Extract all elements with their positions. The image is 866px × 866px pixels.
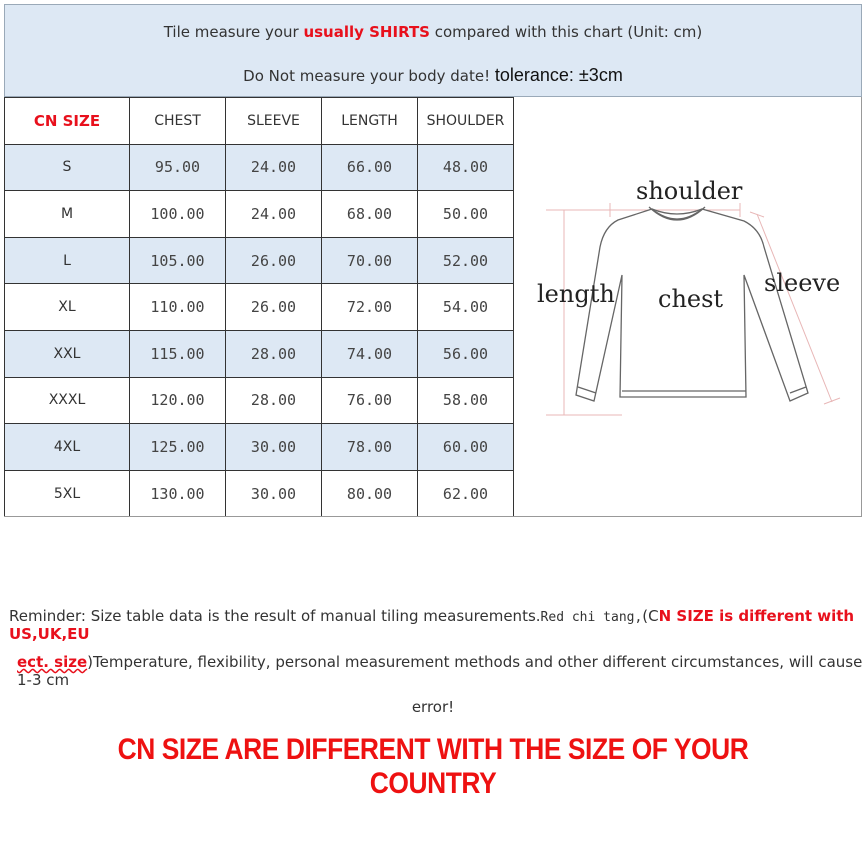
reminder-mono-text: Red chi tang, (540, 610, 643, 625)
measurement-cell: 60.00 (418, 424, 514, 471)
measurement-cell: 28.00 (226, 377, 322, 424)
size-cell: XXXL (5, 377, 130, 424)
measurement-cell: 115.00 (130, 330, 226, 377)
measurement-cell: 26.00 (226, 237, 322, 284)
header-length: LENGTH (322, 98, 418, 145)
instruction-text: Tile measure your (163, 23, 304, 41)
measurement-cell: 62.00 (418, 470, 514, 517)
instruction-unit-text: compared with this chart (Unit: cm) (429, 23, 703, 41)
measurement-cell: 74.00 (322, 330, 418, 377)
measurement-cell: 58.00 (418, 377, 514, 424)
measurement-cell: 56.00 (418, 330, 514, 377)
measurement-cell: 30.00 (226, 470, 322, 517)
country-size-warning: CN SIZE ARE DIFFERENT WITH THE SIZE OF YOUR COUNTRY (117, 733, 749, 800)
label-sleeve: sleeve (764, 269, 841, 297)
measurement-cell: 76.00 (322, 377, 418, 424)
measurement-cell: 100.00 (130, 191, 226, 238)
table-row (5, 330, 514, 377)
measurement-cell: 68.00 (322, 191, 418, 238)
measurement-cell: 110.00 (130, 284, 226, 331)
reminder-red-text: N SIZE is different with US,UK,EU (9, 607, 855, 643)
size-cell: S (5, 144, 130, 191)
table-header-row (5, 98, 514, 145)
size-cell: XXL (5, 330, 130, 377)
size-cell: XL (5, 284, 130, 331)
measurement-cell: 50.00 (418, 191, 514, 238)
table-bottom-rule (4, 516, 862, 517)
measurement-cell: 24.00 (226, 191, 322, 238)
tolerance-text: tolerance: ±3cm (494, 65, 623, 85)
measure-instruction (5, 23, 861, 41)
instruction-highlight: usually SHIRTS (303, 23, 430, 41)
header-chest: CHEST (130, 98, 226, 145)
measurement-cell: 54.00 (418, 284, 514, 331)
label-chest: chest (658, 285, 724, 313)
size-chart-table (4, 97, 514, 517)
shirt-diagram-panel (512, 97, 862, 517)
header-banner (4, 4, 862, 97)
tolerance-note (5, 65, 861, 86)
size-cell: 4XL (5, 424, 130, 471)
size-cell: M (5, 191, 130, 238)
header-sleeve: SLEEVE (226, 98, 322, 145)
measurement-cell: 80.00 (322, 470, 418, 517)
table-row (5, 191, 514, 238)
reminder-line-3: error! (411, 698, 455, 716)
measurement-cell: 130.00 (130, 470, 226, 517)
table-row (5, 284, 514, 331)
header-cn-size: CN SIZE (5, 98, 130, 145)
measurement-cell: 70.00 (322, 237, 418, 284)
measurement-cell: 105.00 (130, 237, 226, 284)
measurement-cell: 66.00 (322, 144, 418, 191)
reminder-line-2 (0, 653, 866, 689)
reminder-error-text: )Temperature, flexibility, personal measurement methods and other different circumstances, will cause 1-3 cm (17, 653, 863, 689)
measurement-cell: 24.00 (226, 144, 322, 191)
body-note-text: Do Not measure your body date! (243, 67, 495, 85)
header-shoulder: SHOULDER (418, 98, 514, 145)
measurement-cell: 78.00 (322, 424, 418, 471)
measurement-cell: 30.00 (226, 424, 322, 471)
size-cell: L (5, 237, 130, 284)
measurement-cell: 48.00 (418, 144, 514, 191)
table-row (5, 237, 514, 284)
measurement-cell: 125.00 (130, 424, 226, 471)
label-shoulder: shoulder (636, 177, 743, 205)
reminder-line-1 (0, 607, 866, 643)
reminder-red-size: ect. size (17, 653, 88, 671)
measurement-cell: 26.00 (226, 284, 322, 331)
measurement-cell: 120.00 (130, 377, 226, 424)
table-row (5, 144, 514, 191)
measurement-cell: 95.00 (130, 144, 226, 191)
table-row (5, 470, 514, 517)
measurement-cell: 52.00 (418, 237, 514, 284)
size-cell: 5XL (5, 470, 130, 517)
reminder-text: Reminder: Size table data is the result of manual tiling measurements. (9, 607, 541, 625)
measurement-cell: 28.00 (226, 330, 322, 377)
measurement-cell: 72.00 (322, 284, 418, 331)
label-length: length (537, 280, 615, 308)
table-row (5, 377, 514, 424)
shirt-diagram (512, 97, 862, 517)
reminder-paren: (C (642, 607, 659, 625)
table-row (5, 424, 514, 471)
